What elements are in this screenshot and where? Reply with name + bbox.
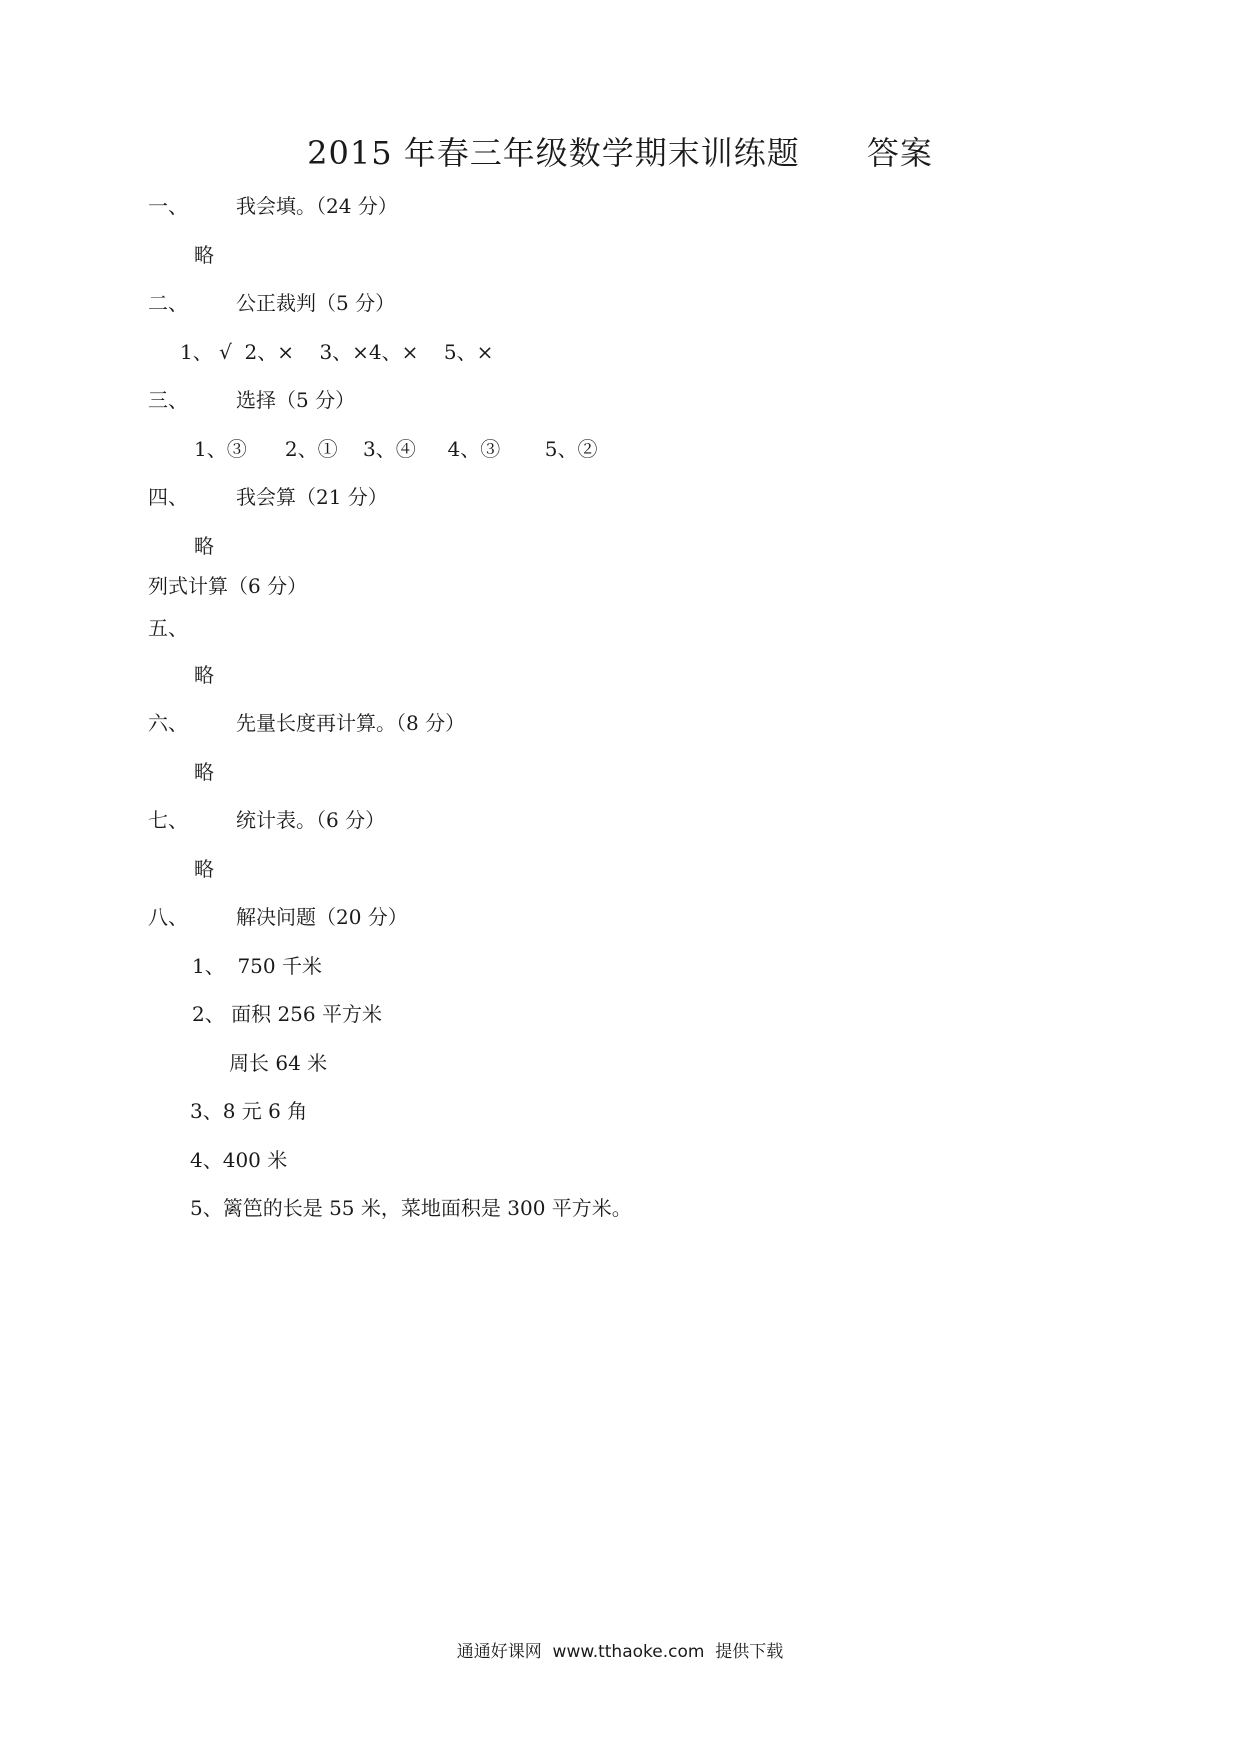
section-4-number: 四、 [148, 485, 188, 509]
section-8-number: 八、 [148, 905, 188, 929]
section-8-answer-2-perimeter: 周长 64 米 [229, 1051, 328, 1075]
section-2-answer: 1、 √ 2、× 3、×4、× 5、× [180, 340, 494, 364]
section-5-number: 五、 [148, 616, 188, 640]
section-6-title: 先量长度再计算。（8 分） [236, 711, 466, 735]
section-3-answer: 1、③ 2、① 3、④ 4、③ 5、② [194, 437, 598, 461]
section-4-title: 我会算（21 分） [236, 485, 388, 509]
page-title: 2015 年春三年级数学期末训练题 答案 [307, 134, 933, 172]
section-5-heading: 列式计算（6 分） [148, 574, 308, 598]
section-1-number: 一、 [148, 194, 188, 218]
section-3-number: 三、 [148, 388, 188, 412]
section-6-number: 六、 [148, 711, 188, 735]
section-2-title: 公正裁判（5 分） [236, 291, 396, 315]
section-8-answer-3: 3、8 元 6 角 [190, 1099, 308, 1123]
section-8-answer-4: 4、400 米 [190, 1148, 288, 1172]
section-4-answer: 略 [194, 534, 214, 558]
section-8-answer-5: 5、篱笆的长是 55 米，菜地面积是 300 平方米。 [190, 1196, 632, 1220]
section-6-answer: 略 [194, 760, 214, 784]
section-1-answer: 略 [194, 243, 214, 267]
section-8-title: 解决问题（20 分） [236, 905, 408, 929]
section-8-answer-1: 1、 750 千米 [192, 954, 322, 978]
section-7-number: 七、 [148, 808, 188, 832]
footer-source-text: 通通好课网 www.tthaoke.com 提供下载 [456, 1642, 784, 1662]
section-7-title: 统计表。（6 分） [236, 808, 386, 832]
section-5-answer: 略 [194, 663, 214, 687]
section-1-title: 我会填。（24 分） [236, 194, 398, 218]
section-7-answer: 略 [194, 857, 214, 881]
section-8-answer-2: 2、 面积 256 平方米 [192, 1002, 382, 1026]
section-3-title: 选择（5 分） [236, 388, 356, 412]
section-2-number: 二、 [148, 291, 188, 315]
